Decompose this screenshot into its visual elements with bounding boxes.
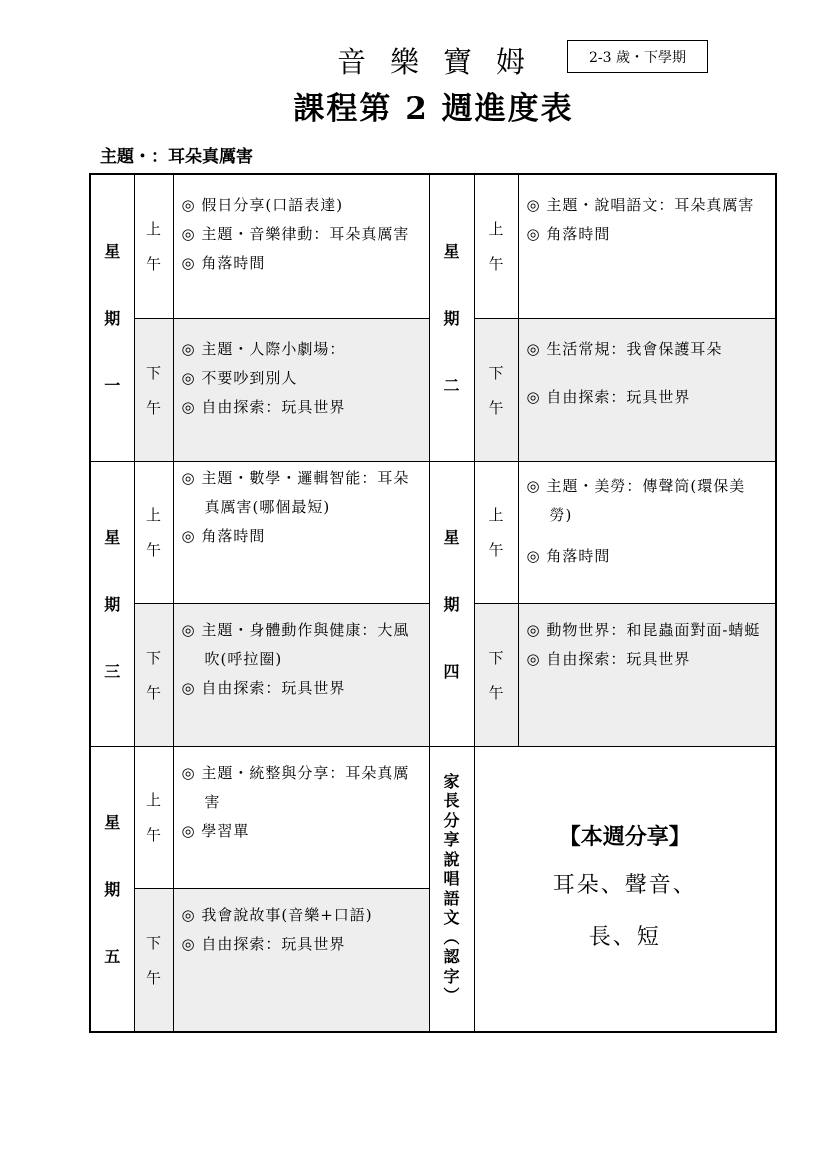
activity-item: ◎ 主題・美勞：傳聲筒(環保美勞) (526, 476, 746, 524)
afternoon-label: 下 午 (474, 603, 518, 746)
morning-label: 上 午 (134, 174, 173, 318)
activity-item: ◎ 角落時間 (526, 546, 611, 565)
morning-label: 上 午 (474, 174, 518, 318)
activity-item: ◎ 主題・身體動作與健康：大風吹(呼拉圈) (181, 620, 410, 668)
day-char: 期 (104, 309, 121, 329)
activity-item: ◎ 主題・數學・邏輯智能：耳朵真厲害(哪個最短) (181, 468, 410, 516)
fri-morning-cell (173, 746, 429, 888)
activity-item: ◎ 角落時間 (526, 225, 611, 243)
day-cell-tue (429, 174, 474, 461)
activity-item: ◎ 主題・說唱語文：耳朵真厲害 (526, 196, 755, 214)
activity-item: ◎ 自由探索：玩具世界 (526, 387, 691, 406)
weekly-share-title: 【本週分享】 (558, 823, 691, 850)
weekly-share-line: 長、短 (588, 924, 661, 950)
activity-item: ◎ 不要吵到別人 (181, 368, 298, 387)
activity-item: ◎ 學習單 (181, 821, 250, 840)
day-char: 星 (443, 242, 460, 262)
afternoon-label: 下 午 (134, 318, 173, 461)
activity-item: ◎ 我會說故事(音樂+口語) (181, 905, 373, 924)
age-term-box: 2-3 歲・下學期 (567, 40, 708, 73)
mon-afternoon-cell (173, 318, 429, 461)
wed-morning-cell (173, 461, 429, 603)
thu-afternoon-cell (518, 603, 776, 746)
activity-item: ◎ 角落時間 (181, 254, 266, 272)
day-char: 期 (443, 309, 460, 329)
afternoon-label: 下 午 (474, 318, 518, 461)
activity-item: ◎ 主題・統整與分享：耳朵真厲害 (181, 763, 410, 811)
tue-morning-cell (518, 174, 776, 318)
activity-item: ◎ 自由探索：玩具世界 (181, 678, 346, 697)
day-char: 期 (443, 595, 460, 614)
thu-morning-cell (518, 461, 776, 603)
parent-share-cell: 家 長 分 享 說 唱 語 文 ︵ 認 字 ︶ (429, 746, 474, 1032)
afternoon-label: 下 午 (134, 603, 173, 746)
day-cell-wed (90, 461, 134, 746)
mon-morning-cell (173, 174, 429, 318)
theme-line: 主題・：耳朵真厲害 (100, 147, 253, 167)
activity-item: ◎ 生活常規：我會保護耳朵 (526, 339, 723, 358)
day-char: 星 (443, 528, 460, 547)
day-char: 五 (104, 947, 121, 967)
activity-item: ◎ 主題・人際小劇場： (181, 339, 346, 358)
day-char: 期 (104, 595, 121, 614)
morning-label: 上 午 (474, 461, 518, 603)
activity-item: ◎ 假日分享(口語表達) (181, 196, 344, 214)
day-char: 星 (104, 813, 121, 833)
tue-afternoon-cell (518, 318, 776, 461)
day-char: 期 (104, 880, 121, 900)
morning-label: 上 午 (134, 461, 173, 603)
day-cell-mon (90, 174, 134, 461)
wed-afternoon-cell (173, 603, 429, 746)
schedule-table (89, 173, 777, 1033)
weekly-share-cell (474, 746, 776, 1032)
activity-item: ◎ 動物世界：和昆蟲面對面-蜻蜓 (526, 620, 761, 639)
afternoon-label: 下 午 (134, 888, 173, 1032)
activity-item: ◎ 自由探索：玩具世界 (526, 649, 691, 668)
activity-item: ◎ 自由探索：玩具世界 (181, 397, 346, 416)
activity-item: ◎ 角落時間 (181, 526, 266, 545)
fri-afternoon-cell (173, 888, 429, 1032)
day-char: 四 (443, 662, 460, 681)
day-char: 星 (104, 242, 121, 262)
day-cell-fri (90, 746, 134, 1032)
morning-label: 上 午 (134, 746, 173, 888)
day-cell-thu (429, 461, 474, 746)
weekly-share-line: 耳朵、聲音、 (552, 872, 697, 898)
day-char: 三 (104, 662, 121, 681)
day-char: 星 (104, 528, 121, 547)
activity-item: ◎ 主題・音樂律動：耳朵真厲害 (181, 225, 410, 243)
day-char: 一 (104, 376, 121, 396)
day-char: 二 (443, 376, 460, 396)
page-title: 課程第 2 週進度表 (293, 91, 574, 127)
header-title: 音樂寶姆 (337, 45, 550, 79)
activity-item: ◎ 自由探索：玩具世界 (181, 934, 346, 953)
